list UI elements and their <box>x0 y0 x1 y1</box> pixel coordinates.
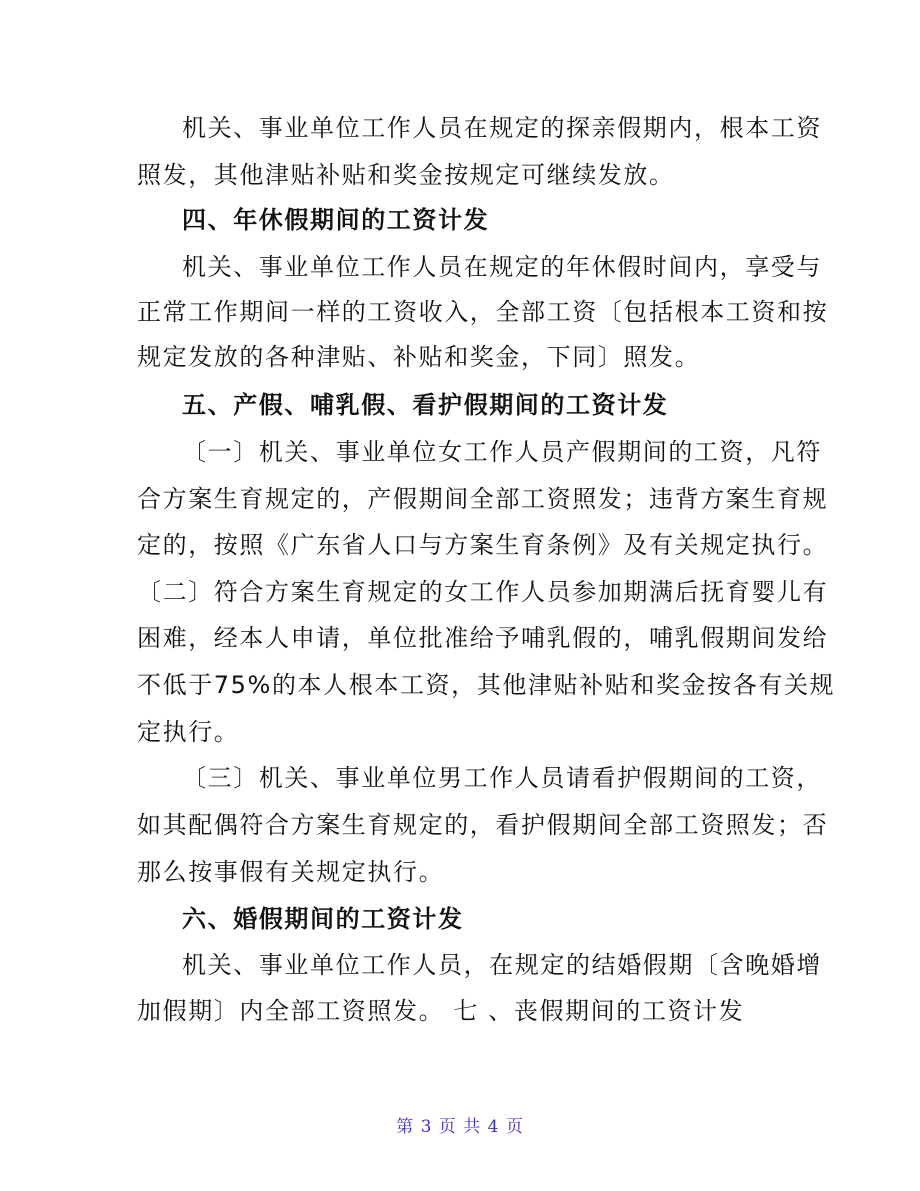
paragraph-line: 正常工作期间一样的工资收入，全部工资〔包括根本工资和按 <box>137 298 829 326</box>
paragraph-line: 规定发放的各种津贴、补贴和奖金，下同〕照发。 <box>137 343 701 371</box>
paragraph-line: 〔一〕机关、事业单位女工作人员产假期间的工资，凡符 <box>182 438 822 466</box>
paragraph-line: 机关、事业单位工作人员在规定的年休假时间内，享受与 <box>182 253 822 281</box>
section-heading: 五、产假、哺乳假、看护假期间的工资计发 <box>182 391 669 419</box>
section-heading: 六、婚假期间的工资计发 <box>182 905 464 933</box>
paragraph-line: 〔二〕符合方案生育规定的女工作人员参加期满后抚育婴儿有 <box>137 578 829 606</box>
paragraph-line: 〔三〕机关、事业单位男工作人员请看护假期间的工资， <box>182 764 822 792</box>
paragraph-line: 定的，按照《广东省人口与方案生育条例》及有关规定执行。 <box>137 531 829 559</box>
paragraph-line: 照发，其他津贴补贴和奖金按规定可继续发放。 <box>137 161 675 189</box>
section-heading: 四、年休假期间的工资计发 <box>182 206 490 234</box>
paragraph-line: 合方案生育规定的，产假期间全部工资照发；违背方案生育规 <box>137 485 829 513</box>
paragraph-line: 困难，经本人申请，单位批准给予哺乳假的，哺乳假期间发给 <box>137 624 829 652</box>
paragraph-line: 那么按事假有关规定执行。 <box>137 858 445 886</box>
paragraph-line: 如其配偶符合方案生育规定的，看护假期间全部工资照发；否 <box>137 811 829 839</box>
paragraph-line: 定执行。 <box>137 718 240 746</box>
paragraph-line: 加假期〕内全部工资照发。 七 、丧假期间的工资计发 <box>137 997 745 1025</box>
paragraph-line: 不低于75%的本人根本工资，其他津贴补贴和奖金按各有关规 <box>137 671 836 699</box>
page-footer: 第 3 页 共 4 页 <box>396 1117 524 1137</box>
paragraph-line: 机关、事业单位工作人员，在规定的结婚假期〔含晚婚增 <box>182 951 822 979</box>
paragraph-line: 机关、事业单位工作人员在规定的探亲假期内，根本工资 <box>182 114 822 142</box>
